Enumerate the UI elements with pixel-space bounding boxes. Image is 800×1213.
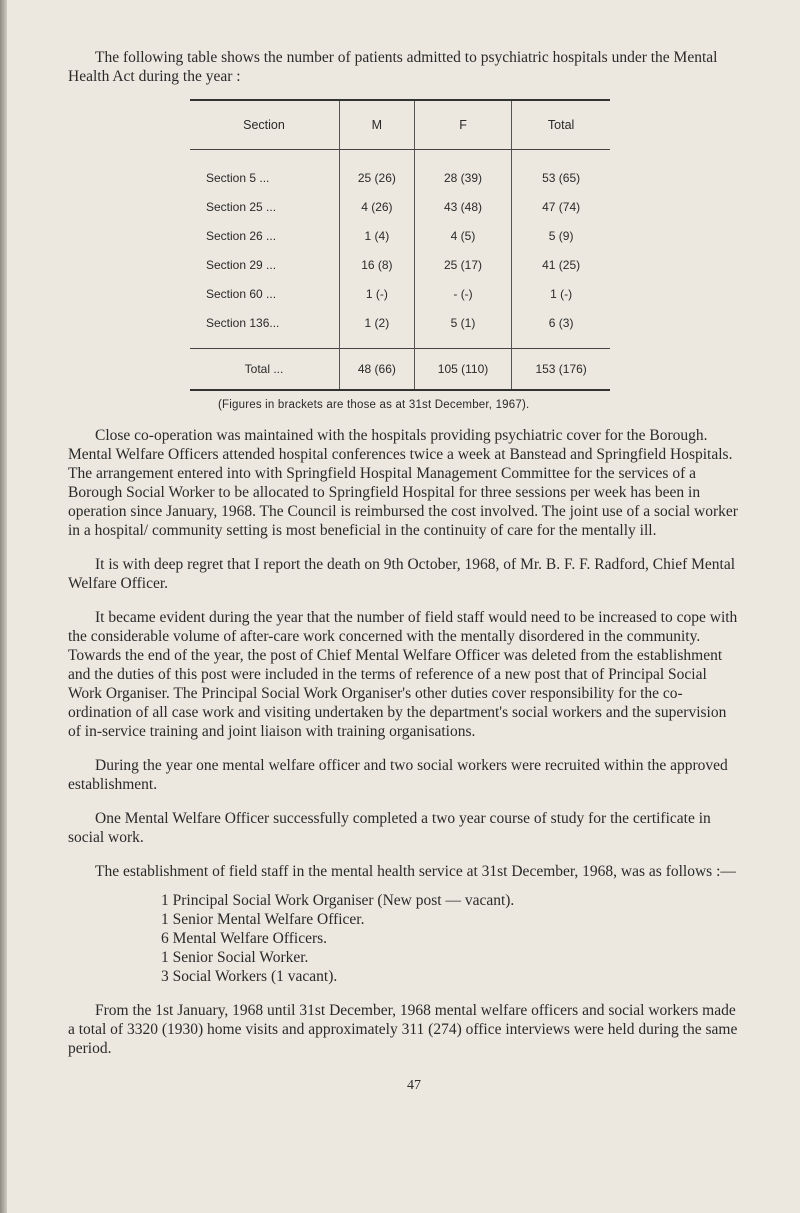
intro-paragraph: The following table shows the number of patients admitted to psychiatric hospitals under the Mental Health Act during the year : xyxy=(68,49,718,85)
paragraph-recruitment: During the year one mental welfare officer and two social workers were recruited within the approved establishment. xyxy=(68,757,728,793)
staff-list xyxy=(161,891,740,986)
list-item: 1 Principal Social Work Organiser (New post — vacant). xyxy=(161,892,515,909)
row-label: Section 60 ... xyxy=(206,286,277,301)
table-row xyxy=(190,279,610,308)
table-row xyxy=(190,308,610,349)
header-m: M xyxy=(340,100,415,150)
document-page xyxy=(68,40,740,1094)
cell-f: - (-) xyxy=(414,279,511,308)
row-label: Section 29 ... xyxy=(206,257,277,272)
cell-m: 1 (2) xyxy=(340,308,415,349)
table-row xyxy=(190,250,610,279)
header-section: Section xyxy=(190,100,340,150)
cell-f: 5 (1) xyxy=(414,308,511,349)
total-all: 153 (176) xyxy=(512,349,610,391)
cell-f: 43 (48) xyxy=(414,192,511,221)
cell-f: 28 (39) xyxy=(414,150,511,193)
header-total: Total xyxy=(512,100,610,150)
admissions-table-wrapper xyxy=(190,99,610,391)
row-label: Section 26 ... xyxy=(206,228,277,243)
cell-total: 53 (65) xyxy=(512,150,610,193)
row-label: Section 5 ... xyxy=(206,170,270,185)
cell-m: 16 (8) xyxy=(340,250,415,279)
row-label: Section 25 ... xyxy=(206,199,277,214)
cell-f: 25 (17) xyxy=(414,250,511,279)
cell-f: 4 (5) xyxy=(414,221,511,250)
table-row xyxy=(190,150,610,193)
table-footnote: (Figures in brackets are those as at 31st December, 1967). xyxy=(218,399,530,411)
cell-total: 47 (74) xyxy=(512,192,610,221)
list-item: 6 Mental Welfare Officers. xyxy=(161,930,328,947)
list-item: 1 Senior Mental Welfare Officer. xyxy=(161,911,365,928)
cell-m: 25 (26) xyxy=(340,150,415,193)
cell-m: 4 (26) xyxy=(340,192,415,221)
paragraph-certificate: One Mental Welfare Officer successfully completed a two year course of study for the certificate in social work. xyxy=(68,810,711,846)
cell-total: 6 (3) xyxy=(512,308,610,349)
paragraph-field-staff: It became evident during the year that the number of field staff would need to be increased to cope with the considerable volume of after-care work concerned with the mentally disordered in the community. Towards the end of the year, the post of Chief Mental Welfare Officer was deleted from the establishment and the duties of this post were included in the terms of reference of a new post that of Principal Social Work Organiser. The Principal Social Work Organiser's other duties cover responsibility for the co-ordination of all case work and visiting undertaken by the department's social workers and the supervision of in-service training and joint liaison with training organisations. xyxy=(68,609,738,740)
table-row xyxy=(190,192,610,221)
table-total-row xyxy=(190,349,610,391)
total-m: 48 (66) xyxy=(340,349,415,391)
table-header-row xyxy=(190,100,610,150)
list-item: 3 Social Workers (1 vacant). xyxy=(161,968,338,985)
paragraph-visits: From the 1st January, 1968 until 31st December, 1968 mental welfare officers and social workers made a total of 3320 (1930) home visits and approximately 311 (274) office interviews were held during the same period. xyxy=(68,1002,738,1057)
cell-m: 1 (-) xyxy=(340,279,415,308)
header-f: F xyxy=(414,100,511,150)
total-f: 105 (110) xyxy=(414,349,511,391)
row-label: Section 136... xyxy=(206,315,280,330)
cell-total: 1 (-) xyxy=(512,279,610,308)
cell-total: 5 (9) xyxy=(512,221,610,250)
paragraph-establishment: The establishment of field staff in the mental health service at 31st December, 1968, was as follows :— xyxy=(95,863,736,880)
cell-m: 1 (4) xyxy=(340,221,415,250)
page-edge-shadow xyxy=(0,0,7,1213)
total-label: Total ... xyxy=(190,349,340,391)
paragraph-cooperation: Close co-operation was maintained with the hospitals providing psychiatric cover for the Borough. Mental Welfare Officers attended hospital conferences twice a week at Banstead and Springfield Hospitals. The arrangement entered into with Springfield Hospital Management Committee for the services of a Borough Social Worker to be allocated to Springfield Hospital for three sessions per week has been in operation since January, 1968. The Council is reimbursed the cost involved. The joint use of a social worker in a hospital/ community setting is most beneficial in the continuity of care for the mentally ill. xyxy=(68,427,738,539)
page-number: 47 xyxy=(407,1078,421,1093)
paragraph-death-notice: It is with deep regret that I report the death on 9th October, 1968, of Mr. B. F. F. Radford, Chief Mental Welfare Officer. xyxy=(68,556,736,592)
admissions-table xyxy=(190,99,610,391)
list-item: 1 Senior Social Worker. xyxy=(161,949,309,966)
cell-total: 41 (25) xyxy=(512,250,610,279)
table-row xyxy=(190,221,610,250)
